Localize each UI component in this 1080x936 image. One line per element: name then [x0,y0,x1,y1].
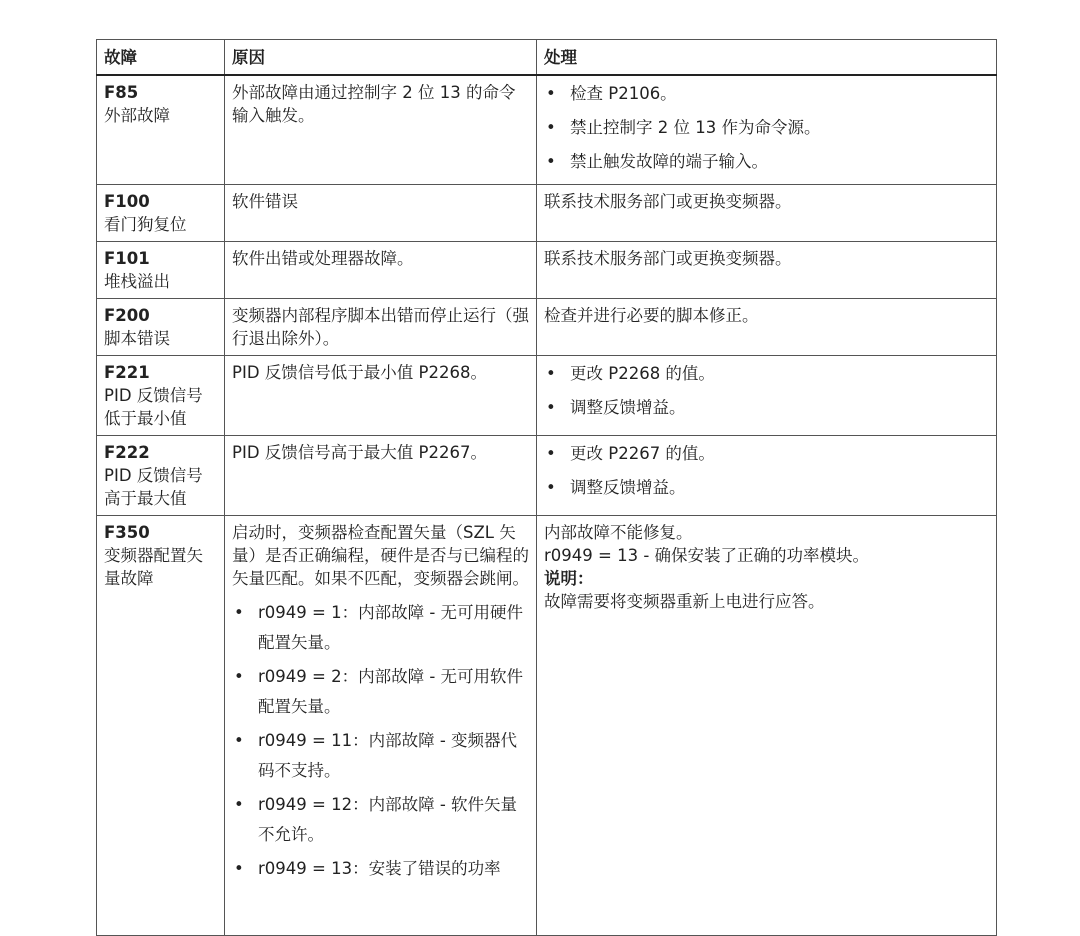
cause-cell [225,75,537,185]
header-remedy: 处理 [537,40,997,76]
fault-cell [97,516,225,936]
remedy-text: 联系技术服务部门或更换变频器。 [544,192,792,211]
cause-list-item: • r0949 = 13：安装了错误的功率 [232,854,529,884]
cause-list-item: • r0949 = 11：内部故障 - 变频器代码不支持。 [232,726,529,786]
cause-text: 启动时，变频器检查配置矢量（SZL 矢量）是否正确编程，硬件是否与已编程的矢量匹配。如果不匹配，变频器会跳闸。 [232,523,529,588]
fault-name: PID 反馈信号高于最大值 [104,466,203,508]
cause-text: PID 反馈信号高于最大值 P2267。 [232,443,487,462]
table-header-row [97,40,997,76]
cause-cell [225,185,537,242]
cause-list-item: • r0949 = 2：内部故障 - 无可用软件配置矢量。 [232,662,529,722]
fault-name: PID 反馈信号低于最小值 [104,386,203,428]
remedy-text: 检查并进行必要的脚本修正。 [544,306,759,325]
cause-cell [225,516,537,936]
table-row [97,185,997,242]
remedy-list-item: • 禁止控制字 2 位 13 作为命令源。 [544,111,989,145]
fault-name: 变频器配置矢量故障 [104,546,203,588]
cause-text: 软件错误 [232,192,298,211]
fault-code: F100 [104,192,150,211]
cause-cell [225,242,537,299]
cause-cell [225,299,537,356]
header-fault: 故障 [97,40,225,76]
remedy-list-item: • 检查 P2106。 [544,77,989,111]
cause-list-item: • r0949 = 12：内部故障 - 软件矢量不允许。 [232,790,529,850]
cause-list-item: • r0949 = 1：内部故障 - 无可用硬件配置矢量。 [232,598,529,658]
remedy-cell [537,299,997,356]
remedy-list-item: • 调整反馈增益。 [544,471,989,505]
remedy-cell [537,242,997,299]
cause-text: 外部故障由通过控制字 2 位 13 的命令输入触发。 [232,83,516,125]
fault-cell [97,75,225,185]
fault-code: F350 [104,523,150,542]
fault-code: F200 [104,306,150,325]
fault-name: 看门狗复位 [104,215,187,234]
fault-cell [97,242,225,299]
remedy-cell [537,185,997,242]
remedy-cell [537,436,997,516]
cause-text: 变频器内部程序脚本出错而停止运行（强行退出除外）。 [232,306,529,348]
table-row [97,242,997,299]
fault-name: 脚本错误 [104,329,170,348]
table-row [97,516,997,936]
cause-text: 软件出错或处理器故障。 [232,249,414,268]
fault-table [96,39,997,936]
table-row [97,75,997,185]
fault-cell [97,436,225,516]
remedy-cell [537,516,997,936]
remedy-cell [537,356,997,436]
table-row [97,356,997,436]
fault-name: 堆栈溢出 [104,272,170,291]
remedy-text: r0949 = 13 - 确保安装了正确的功率模块。 [544,546,870,565]
fault-code: F85 [104,83,139,102]
fault-cell [97,185,225,242]
fault-code: F101 [104,249,150,268]
remedy-list-item: • 禁止触发故障的端子输入。 [544,145,989,179]
cause-cell [225,356,537,436]
table-row [97,436,997,516]
remedy-list [544,437,989,505]
fault-cell [97,356,225,436]
remedy-text: 联系技术服务部门或更换变频器。 [544,249,792,268]
remedy-list-item: • 调整反馈增益。 [544,391,989,425]
remedy-list [544,357,989,425]
fault-cell [97,299,225,356]
remedy-list [544,77,989,179]
cause-text: PID 反馈信号低于最小值 P2268。 [232,363,487,382]
remedy-list-item: • 更改 P2267 的值。 [544,437,989,471]
note-text: 故障需要将变频器重新上电进行应答。 [544,592,825,611]
table-row [97,299,997,356]
cause-cell [225,436,537,516]
fault-code: F221 [104,363,150,382]
cause-list [232,598,529,884]
remedy-text: 内部故障不能修复。 [544,523,693,542]
note-label: 说明： [544,569,594,588]
remedy-cell [537,75,997,185]
remedy-list-item: • 更改 P2268 的值。 [544,357,989,391]
fault-name: 外部故障 [104,106,170,125]
header-cause: 原因 [225,40,537,76]
fault-code: F222 [104,443,150,462]
